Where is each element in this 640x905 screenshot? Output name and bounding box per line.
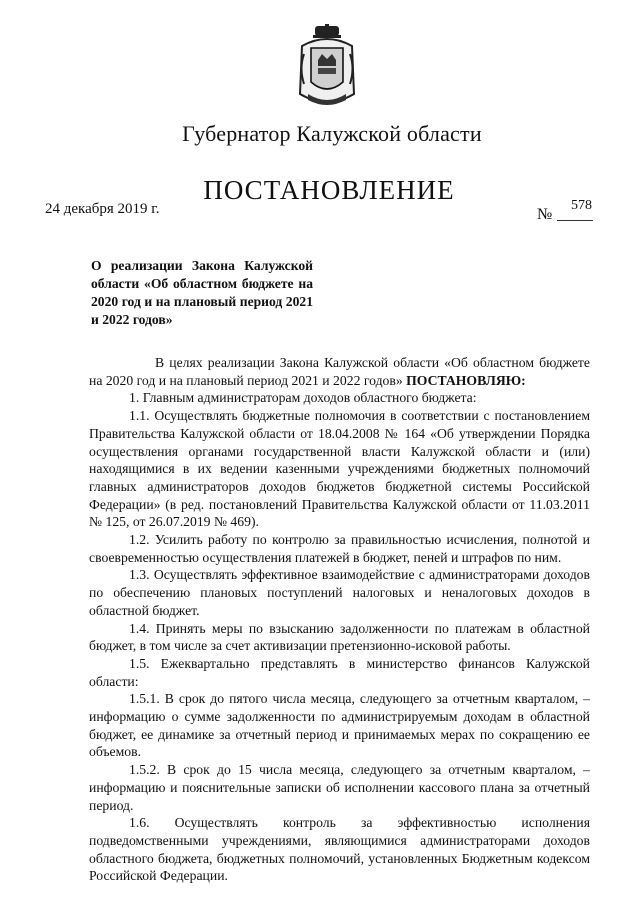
document-type-title: ПОСТАНОВЛЕНИЕ [203,175,455,205]
paragraph-1-4: 1.4. Принять меры по взысканию задолженности по платежам в областной бюджет, в том числе за счет активизации претензионно-исковой работы. [89,620,590,654]
coat-of-arms-icon [296,24,358,108]
decree-keyword: ПОСТАНОВЛЯЮ: [406,372,526,388]
paragraph-1-5-1: 1.5.1. В срок до пятого числа месяца, следующего за отчетным кварталом, – информацию о сумме задолженности по администрируемым доходам в областной бюджет, ее динамике за отчетный период и принимаемых мерах по сокращению ее объемов. [89,691,590,760]
paragraph-1: 1. Главным администраторам доходов областного бюджета: [129,390,477,406]
paragraph-1-6: 1.6. Осуществлять контроль за эффективностью исполнения подведомственными учреждениями, являющимися администраторами доходов областного бюджета, бюджетных полномочий, установленных Бюджетным кодексом Российской Федерации. [89,815,590,884]
number-label: № [537,206,553,223]
paragraph-1-3: 1.3. Осуществлять эффективное взаимодействие с администраторами доходов по обеспечению плановых поступлений налоговых и неналоговых доходов в областной бюджет. [89,567,590,618]
document-subject: О реализации Закона Калужской области «Об областном бюджете на 2020 год и на плановый период 2021 и 2022 годов» [91,258,313,327]
paragraph-1-5-2: 1.5.2. В срок до 15 числа месяца, следующего за отчетным кварталом, – информацию и пояснительные записки об исполнении кассового плана за отчетный период. [89,762,590,813]
document-date: 24 декабря 2019 г. [45,201,160,217]
document-body [89,354,590,885]
issuing-authority: Губернатор Калужской области [182,121,482,146]
intro-text: В целях реализации Закона Калужской области «Об областном бюджете на 2020 год и на плановый период 2021 и 2022 годов» [89,355,590,388]
number-underline [557,220,593,221]
paragraph-1-2: 1.2. Усилить работу по контролю за правильностью исчисления, полнотой и своевременностью осуществления платежей в бюджет, пеней и штрафов по ним. [89,532,590,565]
document-number: 578 [571,198,592,213]
intro-paragraph [89,354,590,389]
paragraph-1-1: 1.1. Осуществлять бюджетные полномочия в соответствии с постановлением Правительства Калужской области от 18.04.2008 № 164 «Об утверждении Порядка осуществления органами государственной власти Калужской области и (или) находящимися в их ведении казенными учреждениями бюджетных полномочий главных администраторов доходов бюджетов бюджетной системы Российской Федерации» (в ред. постановлений Правительства Калужской области от 11.03.2011 № 125, от 26.07.2019 № 469). [89,408,590,530]
paragraph-1-5: 1.5. Ежеквартально представлять в министерство финансов Калужской области: [89,655,590,689]
